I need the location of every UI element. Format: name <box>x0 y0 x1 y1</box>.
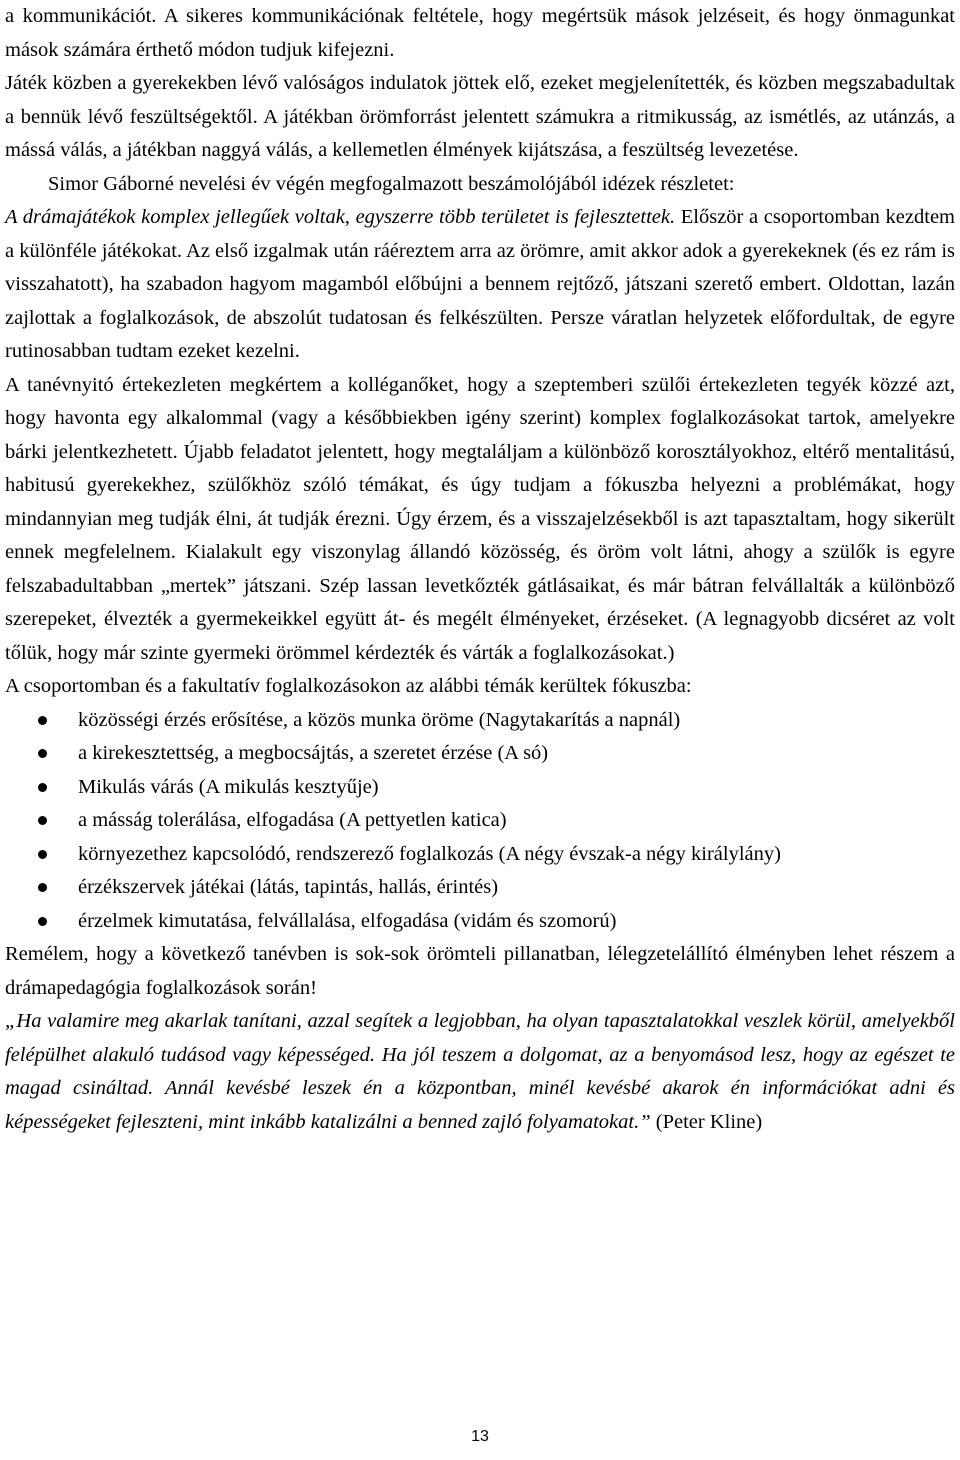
list-item-text: a másság tolerálása, elfogadása (A pettyetlen katica) <box>78 809 507 831</box>
topics-list <box>5 704 955 939</box>
document-body <box>5 0 955 1139</box>
list-item-text: érzékszervek játékai (látás, tapintás, hallás, érintés) <box>78 876 499 898</box>
page-number: 13 <box>471 1428 489 1445</box>
paragraph-report-intro: Simor Gáborné nevelési év végén megfogalmazott beszámolójából idézek részletet: <box>48 172 735 195</box>
paragraph-topics-intro: A csoportomban és a fakultatív foglalkozásokon az alábbi témák kerültek fókuszba: <box>5 675 692 697</box>
list-item <box>5 771 955 805</box>
list-item-text: közösségi érzés erősítése, a közös munka öröme (Nagytakarítás a napnál) <box>78 708 681 731</box>
report-quote-text: Először a csoportomban kezdtem a különféle játékokat. Az első izgalmak után ráéreztem arra az örömre, amit akkor adok a gyerekeknek (és ez rám is visszahatott), ha szabadon hagyom magamból előbújni a bennem rejtőző, játszani szerető embert. Oldottan, lazán zajlottak a foglalkozások, de abszolút tudatosan és felkészülten. Persze váratlan helyzetek előfordultak, de egyre rutinosabban tudtam ezeket kezelni. <box>5 206 955 362</box>
paragraph-school-year: A tanévnyitó értekezleten megkértem a kolléganőket, hogy a szeptemberi szülői értekezleten tegyék közzé azt, hogy havonta egy alkalommal (vagy a későbbiekben igény szerint) komplex foglalkozásokat tartok, amelyekre bárki jelentkezhetett. Újabb feladatot jelentett, hogy megtaláljam a különböző korosztályokhoz, eltérő mentalitású, habitusú gyerekekhez, szülőkhöz szóló témákat, és úgy tudjam a fókuszba helyezni a problémákat, hogy mindannyian meg tudják élni, át tudják érezni. Úgy érzem, és a visszajelzésekből is azt tapasztaltam, hogy sikerült ennek megfelelnem. Kialakult egy viszonylag állandó közösség, és öröm volt látni, ahogy a szülők is egyre felszabadultabban „mertek” játszani. Szép lassan levetkőzték gátlásaikat, és már bátran felvállalták a különböző szerepeket, élvezték a gyermekeikkel együtt át- és megélt élményeket, érzéseket. (A legnagyobb dicséret az volt tőlük, hogy már szinte gyermeki örömmel kérdezték és várták a foglalkozásokat.) <box>5 373 955 664</box>
closing-quote <box>5 1005 955 1139</box>
paragraph-communication: a kommunikációt. A sikeres kommunikációnak feltétele, hogy megértsük mások jelzéseit, és hogy önmagunkat mások számára érthető módon tudjuk kifejezni. <box>5 5 955 61</box>
list-item-text: környezethez kapcsolódó, rendszerező foglalkozás (A négy évszak-a négy királylány) <box>78 842 781 865</box>
bullet-icon <box>38 783 47 792</box>
paragraph-report-quote <box>5 201 955 369</box>
bullet-icon <box>38 716 47 725</box>
list-item-text: érzelmek kimutatása, felvállalása, elfogadása (vidám és szomorú) <box>78 909 617 932</box>
list-item <box>5 804 955 838</box>
list-item <box>5 838 955 872</box>
paragraph-play-emotions: Játék közben a gyerekekben lévő valóságos indulatok jöttek elő, ezeket megjelenítették, és közben megszabadultak a bennük lévő feszültségektől. A játékban örömforrást jelentett számukra a ritmikusság, az ismétlés, az utánzás, a mássá válás, a játékban naggyá válás, a kellemetlen élmények kijátszása, a feszültség levezetése. <box>5 72 955 161</box>
paragraph-closing-wish: Remélem, hogy a következő tanévben is sok-sok örömteli pillanatban, lélegzetelállító élményben lehet részem a drámapedagógia foglalkozások során! <box>5 943 955 999</box>
closing-quote-author: (Peter Kline) <box>650 1110 763 1133</box>
bullet-icon <box>38 749 47 758</box>
list-item <box>5 871 955 905</box>
list-item <box>5 737 955 771</box>
bullet-icon <box>38 816 47 825</box>
list-item <box>5 905 955 939</box>
closing-quote-text: „Ha valamire meg akarlak tanítani, azzal segítek a legjobban, ha olyan tapasztalatokkal veszlek körül, amelyekből felépülhet alakuló tudásod vagy képességed. Ha jól teszem a dolgomat, az a benyomásod lesz, hogy az egészet te magad csináltad. Annál kevésbé leszek én a központban, minél kevésbé akarok én információkat adni és képességeket fejleszteni, mint inkább katalizálni a benned zajló folyamatokat.” <box>5 1010 955 1133</box>
bullet-icon <box>38 883 47 892</box>
bullet-icon <box>38 917 47 926</box>
bullet-icon <box>38 850 47 859</box>
list-item <box>5 704 955 738</box>
list-item-text: Mikulás várás (A mikulás kesztyűje) <box>78 775 379 798</box>
report-quote-italic: A drámajátékok komplex jellegűek voltak, egyszerre több területet is fejlesztettek. <box>5 206 676 228</box>
list-item-text: a kirekesztettség, a megbocsájtás, a szeretet érzése (A só) <box>78 742 549 764</box>
